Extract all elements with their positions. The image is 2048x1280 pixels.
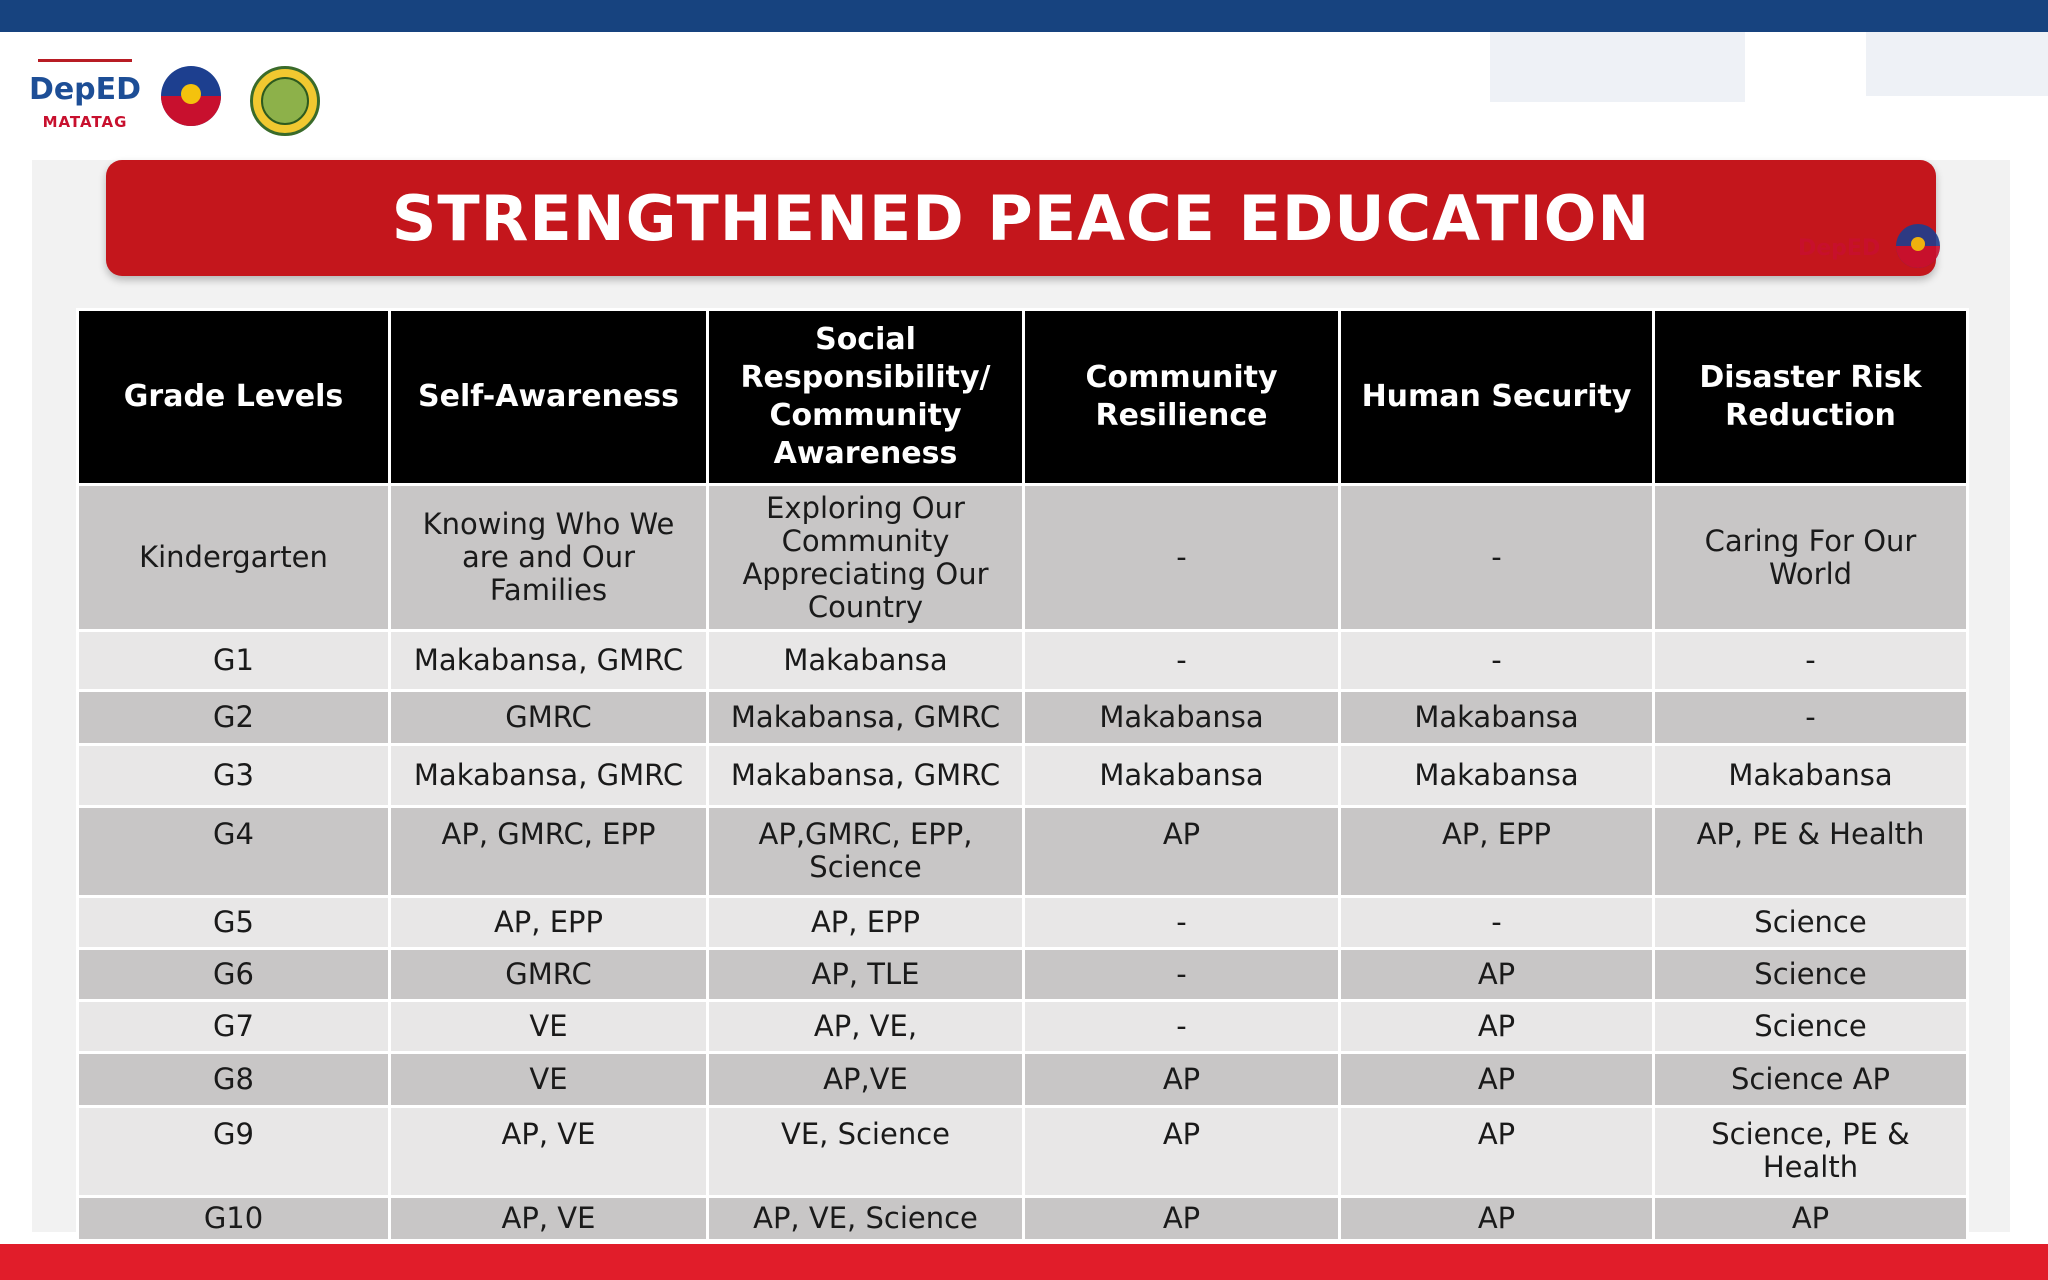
table-cell: Makabansa [1024, 691, 1340, 745]
table-cell: G8 [78, 1053, 390, 1107]
table-cell: Makabansa, GMRC [708, 691, 1024, 745]
table-cell: Makabansa [1340, 691, 1654, 745]
table-cell: AP, EPP [390, 897, 708, 949]
deped-logo [28, 59, 142, 144]
seal-emblem [261, 77, 309, 125]
table-cell: AP [1340, 1107, 1654, 1197]
table-cell: VE [390, 1053, 708, 1107]
table-row [78, 949, 1968, 1001]
table-cell: AP,GMRC, EPP, Science [708, 807, 1024, 897]
table-cell: Kindergarten [78, 485, 390, 631]
table-cell: AP, GMRC, EPP [390, 807, 708, 897]
table-row [78, 807, 1968, 897]
page-title: STRENGTHENED PEACE EDUCATION [391, 181, 1651, 255]
table-cell: - [1024, 631, 1340, 691]
table-cell: AP [1024, 1197, 1340, 1241]
header-cell: Human Security [1340, 310, 1654, 485]
top-bar [0, 0, 2048, 32]
table-cell: VE, Science [708, 1107, 1024, 1197]
table-cell: AP [1024, 1107, 1340, 1197]
table-cell: G5 [78, 897, 390, 949]
table-cell: Makabansa [1340, 745, 1654, 807]
table-cell: Science [1654, 897, 1968, 949]
table-cell: Makabansa, GMRC [390, 745, 708, 807]
header-logos [28, 56, 320, 146]
table-cell: - [1654, 631, 1968, 691]
corner-deped-logo: DepED [1798, 235, 1881, 261]
table-row [78, 1197, 1968, 1241]
corner-bagong-pilipinas-logo [1886, 216, 1950, 280]
table-cell: AP, VE, Science [708, 1197, 1024, 1241]
table-cell: G1 [78, 631, 390, 691]
table-cell: Makabansa [1654, 745, 1968, 807]
table-row [78, 1053, 1968, 1107]
table-cell: - [1024, 1001, 1340, 1053]
table-cell: AP [1340, 1053, 1654, 1107]
table-cell: Science, PE & Health [1654, 1107, 1968, 1197]
deped-seal-logo [250, 66, 320, 136]
table-cell: - [1024, 485, 1340, 631]
table-cell: - [1340, 631, 1654, 691]
table-cell: Makabansa [1024, 745, 1340, 807]
table-cell: AP, VE [390, 1107, 708, 1197]
bottom-bar [0, 1244, 2048, 1280]
table-cell: - [1340, 897, 1654, 949]
table-cell: AP, PE & Health [1654, 807, 1968, 897]
table-cell: G10 [78, 1197, 390, 1241]
table-cell: AP, TLE [708, 949, 1024, 1001]
table-row [78, 745, 1968, 807]
table-cell: AP [1340, 1197, 1654, 1241]
background-block [1490, 32, 1745, 102]
table-cell: AP, VE, [708, 1001, 1024, 1053]
deped-logo-word: DepED [28, 71, 142, 107]
header-cell: Community Resilience [1024, 310, 1340, 485]
table-row [78, 1001, 1968, 1053]
table-cell: Makabansa, GMRC [708, 745, 1024, 807]
table-cell: AP [1340, 949, 1654, 1001]
bagong-pilipinas-logo [150, 60, 232, 142]
table-row [78, 631, 1968, 691]
table-cell: Science [1654, 949, 1968, 1001]
table-row [78, 691, 1968, 745]
table-cell: GMRC [390, 691, 708, 745]
table-row [78, 1107, 1968, 1197]
table-cell: - [1340, 485, 1654, 631]
header-cell: Self-Awareness [390, 310, 708, 485]
table-cell: G7 [78, 1001, 390, 1053]
table-cell: Knowing Who We are and Our Families [390, 485, 708, 631]
table-cell: AP, EPP [708, 897, 1024, 949]
table-cell: Science AP [1654, 1053, 1968, 1107]
table-cell: - [1024, 949, 1340, 1001]
table-cell: G2 [78, 691, 390, 745]
corner-logos [1798, 210, 1968, 286]
table-cell: AP [1024, 807, 1340, 897]
table-cell: G3 [78, 745, 390, 807]
table-cell: VE [390, 1001, 708, 1053]
table-cell: Caring For Our World [1654, 485, 1968, 631]
table-header-row [78, 310, 1968, 485]
header-cell: Grade Levels [78, 310, 390, 485]
table-cell: AP [1654, 1197, 1968, 1241]
table-cell: GMRC [390, 949, 708, 1001]
table-cell: AP [1340, 1001, 1654, 1053]
table-cell: - [1024, 897, 1340, 949]
table-row [78, 897, 1968, 949]
table-cell: Makabansa, GMRC [390, 631, 708, 691]
table-cell: Science [1654, 1001, 1968, 1053]
table-cell: G6 [78, 949, 390, 1001]
header-cell: Disaster Risk Reduction [1654, 310, 1968, 485]
table-cell: AP, EPP [1340, 807, 1654, 897]
table-cell: G4 [78, 807, 390, 897]
deped-logo-sub: MATATAG [42, 112, 128, 131]
table-cell: AP,VE [708, 1053, 1024, 1107]
table-cell: - [1654, 691, 1968, 745]
table-row [78, 485, 1968, 631]
table-cell: AP, VE [390, 1197, 708, 1241]
table-cell: Exploring Our Community Appreciating Our Country [708, 485, 1024, 631]
title-banner [106, 160, 1936, 276]
table-cell: G9 [78, 1107, 390, 1197]
background-block [1866, 32, 2048, 96]
peace-education-table [76, 308, 1969, 1242]
header-cell: Social Responsibility/ Community Awareness [708, 310, 1024, 485]
table-cell: Makabansa [708, 631, 1024, 691]
table-cell: AP [1024, 1053, 1340, 1107]
